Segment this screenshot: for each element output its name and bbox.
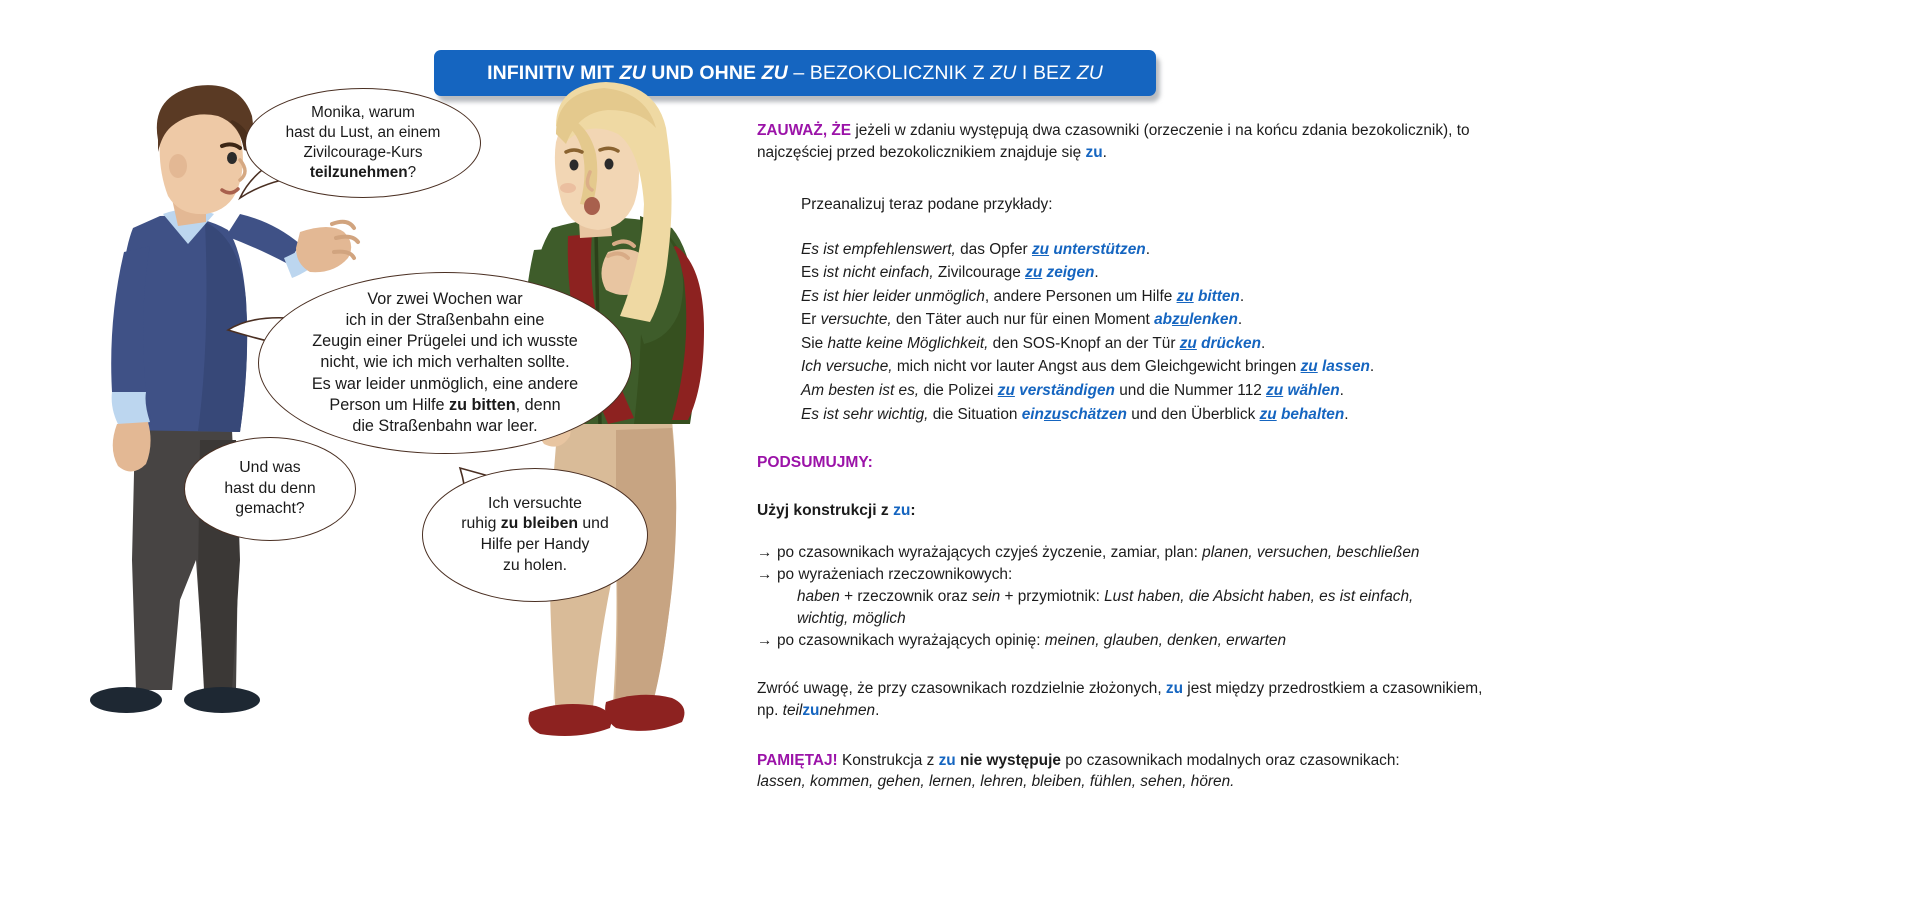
bullet-text <box>777 542 1487 564</box>
note-paragraph <box>757 120 1487 164</box>
bullet3-italic: meinen, glauben, denken, erwarten <box>1044 631 1287 649</box>
bubble4-line3: Hilfe per Handy <box>480 536 590 553</box>
attn-teil: teil <box>782 701 803 719</box>
bubble4-line2-tail: und <box>578 515 609 533</box>
title-part-1: INFINITIV MIT <box>487 61 620 84</box>
ex8-end: . <box>1344 405 1349 423</box>
speech-bubble-woman-2 <box>422 468 648 602</box>
ex1-italic: Es ist empfehlenswert, <box>801 240 956 258</box>
attention-paragraph <box>757 678 1487 722</box>
bullet-item <box>757 630 1487 652</box>
note-lead: ZAUWAŻ, ŻE <box>757 122 852 139</box>
sub1-p2: + przymiotnik: <box>1000 588 1105 606</box>
speech-bubble-woman-1-text <box>302 289 588 436</box>
bubble2-line7: die Straßenbahn war leer. <box>352 416 538 435</box>
bullet-item <box>757 542 1487 564</box>
remember-paragraph <box>757 750 1487 794</box>
arrow-icon: → <box>757 631 773 649</box>
lesson-content <box>757 120 1487 793</box>
ex8-blue-1: schätzen <box>1061 405 1127 423</box>
speech-bubble-woman-1 <box>258 272 632 454</box>
ex1-blue: unterstützen <box>1049 240 1146 258</box>
sub1-p1: + rzeczownik oraz <box>839 588 972 606</box>
summary-heading-text: PODSUMUJMY: <box>757 454 873 472</box>
ex2-end: . <box>1094 264 1099 282</box>
title-zu-2: ZU <box>761 61 788 84</box>
bubble4-line2-head: ruhig <box>461 515 501 533</box>
ex7-zu-2: zu <box>1266 382 1284 399</box>
attn-part-2: jest między przedrostkiem a czasownikiem, np. <box>757 679 1483 719</box>
title-zu-3: ZU <box>990 61 1017 84</box>
bubble1-line4-bold: teilzunehmen <box>309 163 408 181</box>
bubble3-line1: Und was <box>239 459 301 477</box>
ex5-italic: hatte keine Möglichkeit, <box>827 334 989 352</box>
example-row <box>801 285 1487 309</box>
remember-verbs: lassen, kommen, gehen, lernen, lehren, bleiben, fühlen, sehen, hören. <box>757 773 1235 791</box>
attn-part-1: Zwróć uwagę, że przy czasownikach rozdzielnie złożonych, <box>757 679 1166 697</box>
ex7-blue-2: wählen <box>1283 382 1340 399</box>
ex7-blue-1: verständigen <box>1014 382 1115 399</box>
sub2-i: wichtig, möglich <box>797 610 906 628</box>
speech-bubble-man-1 <box>245 88 481 198</box>
example-row <box>801 308 1487 332</box>
ex1-zu: zu <box>1031 240 1050 258</box>
bubble1-line1: Monika, warum <box>311 104 415 122</box>
examples-list <box>801 238 1487 427</box>
bubble2-line6-bold: zu bitten <box>449 395 516 414</box>
ex2-plain: Zivilcourage <box>933 264 1026 282</box>
bullet2-sub-line-1 <box>797 586 1487 608</box>
bullet-text <box>777 564 1487 630</box>
example-row <box>801 379 1487 403</box>
use-heading-post: : <box>910 502 916 520</box>
speech-bubble-man-2-text <box>214 458 325 520</box>
speech-bubble-man-2 <box>184 437 356 541</box>
attn-part-3: . <box>875 701 880 719</box>
sub1-i3: Lust haben, die Absicht haben, es ist einfach, <box>1104 588 1414 606</box>
bubble2-line5: Es war leider unmöglich, eine andere <box>311 374 579 393</box>
arrow-icon: → <box>757 566 773 584</box>
ex6-plain: mich nicht vor lauter Angst aus dem Gleichgewicht bringen <box>892 358 1301 376</box>
ex7-plain-1: die Polizei <box>919 382 998 399</box>
bullet-text <box>777 630 1487 652</box>
ex3-end: . <box>1239 287 1245 305</box>
example-row <box>801 332 1487 356</box>
note-body-2: . <box>1102 143 1107 161</box>
ex7-plain-2: und die Nummer 112 <box>1114 382 1267 399</box>
ex7-zu-1: zu <box>997 382 1015 399</box>
bubble2-line6-head: Person um Hilfe <box>329 395 450 414</box>
ex6-end: . <box>1369 358 1375 376</box>
bubble4-line2-bold: zu bleiben <box>500 515 578 533</box>
ex4-prefix: ab <box>1154 311 1173 329</box>
remember-zu: zu <box>938 751 956 769</box>
attn-zu-2: zu <box>802 701 820 719</box>
title-zu-4: ZU <box>1076 61 1103 84</box>
remember-part-1: Konstrukcja z <box>837 751 939 769</box>
ex1-end: . <box>1145 240 1150 258</box>
bubble1-line3: Zivilcourage-Kurs <box>303 144 423 161</box>
title-part-3: – BEZOKOLICZNIK Z <box>787 61 991 84</box>
summary-heading <box>757 452 1487 474</box>
ex8-italic: Es ist sehr wichtig, <box>801 405 929 423</box>
ex5-zu: zu <box>1179 334 1197 352</box>
ex3-plain: , andere Personen um Hilfe <box>984 287 1177 305</box>
ex4-zu: zu <box>1172 311 1190 329</box>
bullet-item <box>757 564 1487 630</box>
attn-zu: zu <box>1165 679 1183 697</box>
ex2-italic: ist nicht einfach, <box>823 264 934 282</box>
title-part-2: UND OHNE <box>645 61 762 84</box>
title-zu-1: ZU <box>619 61 646 84</box>
arrow-icon: → <box>757 544 773 562</box>
bubble2-line6-tail: , denn <box>515 395 561 414</box>
ex8-blue-2: behalten <box>1276 405 1345 423</box>
ex6-zu: zu <box>1300 358 1318 376</box>
example-row <box>801 238 1487 262</box>
bullet3-plain: po czasownikach wyrażających opinię: <box>777 631 1045 649</box>
bubble3-line3: gemacht? <box>235 500 305 518</box>
use-heading-pre: Użyj konstrukcji z <box>757 502 894 520</box>
analyze-prompt: Przeanalizuj teraz podane przykłady: <box>801 195 1053 213</box>
ex4-blue: lenken <box>1189 311 1238 329</box>
ex8-plain-1: die Situation <box>928 405 1022 423</box>
use-heading-zu: zu <box>893 502 911 520</box>
ex4-italic: versuchte, <box>820 311 892 329</box>
example-row <box>801 355 1487 379</box>
ex6-italic: Ich versuche, <box>801 358 893 376</box>
attn-nehmen: nehmen <box>819 701 876 719</box>
ex2-blue: zeigen <box>1042 264 1095 282</box>
ex8-zu-2: zu <box>1259 405 1277 423</box>
speech-bubble-man-1-text <box>276 103 451 183</box>
ex8-plain-2: und den Überblick <box>1126 405 1260 423</box>
bubble4-line1: Ich versuchte <box>488 494 582 512</box>
speech-bubble-woman-2-text <box>451 494 619 576</box>
sub1-i2: sein <box>971 588 1001 606</box>
ex4-plain: den Täter auch nur für einen Moment <box>891 311 1155 329</box>
bubble2-line1: Vor zwei Wochen war <box>367 290 523 309</box>
remember-lead: PAMIĘTAJ! <box>757 751 838 769</box>
remember-bold: nie występuje <box>955 751 1061 769</box>
ex4-end: . <box>1237 311 1243 329</box>
ex3-blue: bitten <box>1193 287 1240 305</box>
bullet1-plain: po czasownikach wyrażających czyjeś życzenie, zamiar, plan: <box>777 544 1203 562</box>
use-construction-heading <box>757 500 1487 522</box>
usage-bullet-list <box>757 542 1487 651</box>
ex1-plain: das Opfer <box>955 240 1032 258</box>
bubble1-line4-tail: ? <box>407 163 417 181</box>
ex3-zu: zu <box>1176 287 1194 305</box>
ex8-prefix: ein <box>1021 405 1044 423</box>
title-part-4: I BEZ <box>1016 61 1077 84</box>
example-row <box>801 261 1487 285</box>
bullet1-italic: planen, versuchen, beschließen <box>1202 544 1420 562</box>
bullet2-plain: po wyrażeniach rzeczownikowych: <box>777 566 1013 584</box>
bubble4-line4: zu holen. <box>502 556 568 574</box>
remember-part-3: po czasownikach modalnych oraz czasownikach: <box>1060 751 1400 769</box>
note-body-1: jeżeli w zdaniu występują dwa czasowniki (orzeczenie i na końcu zdania bezokolicznik), to najczęściej przed bezokolicznikiem znajduje się <box>757 122 1470 161</box>
ex8-zu-1: zu <box>1043 405 1062 423</box>
note-zu: zu <box>1085 143 1103 161</box>
ex5-plain: den SOS-Knopf an der Tür <box>988 334 1180 352</box>
bullet2-sub-line-2 <box>797 608 1487 630</box>
ex2-zu: zu <box>1025 264 1043 282</box>
bubble2-line2: ich in der Straßenbahn eine <box>345 311 545 330</box>
example-row <box>801 403 1487 427</box>
ex5-end: . <box>1261 334 1266 352</box>
ex5-pre: Sie <box>801 334 828 352</box>
ex2-pre: Es <box>801 264 824 282</box>
ex7-end: . <box>1339 382 1344 399</box>
sub1-i1: haben <box>797 588 840 606</box>
ex5-blue: drücken <box>1196 334 1261 352</box>
bubble2-line4: nicht, wie ich mich verhalten sollte. <box>320 353 570 372</box>
bubble3-line2: hast du denn <box>224 479 316 497</box>
bubble1-line2: hast du Lust, an einem <box>285 124 441 142</box>
ex3-italic: Es ist hier leider unmöglich <box>801 287 985 305</box>
bubble2-line3: Zeugin einer Prügelei und ich wusste <box>312 332 578 351</box>
ex7-italic: Am besten ist es, <box>801 382 920 399</box>
ex6-blue: lassen <box>1317 358 1370 376</box>
ex4-pre: Er <box>801 311 821 329</box>
